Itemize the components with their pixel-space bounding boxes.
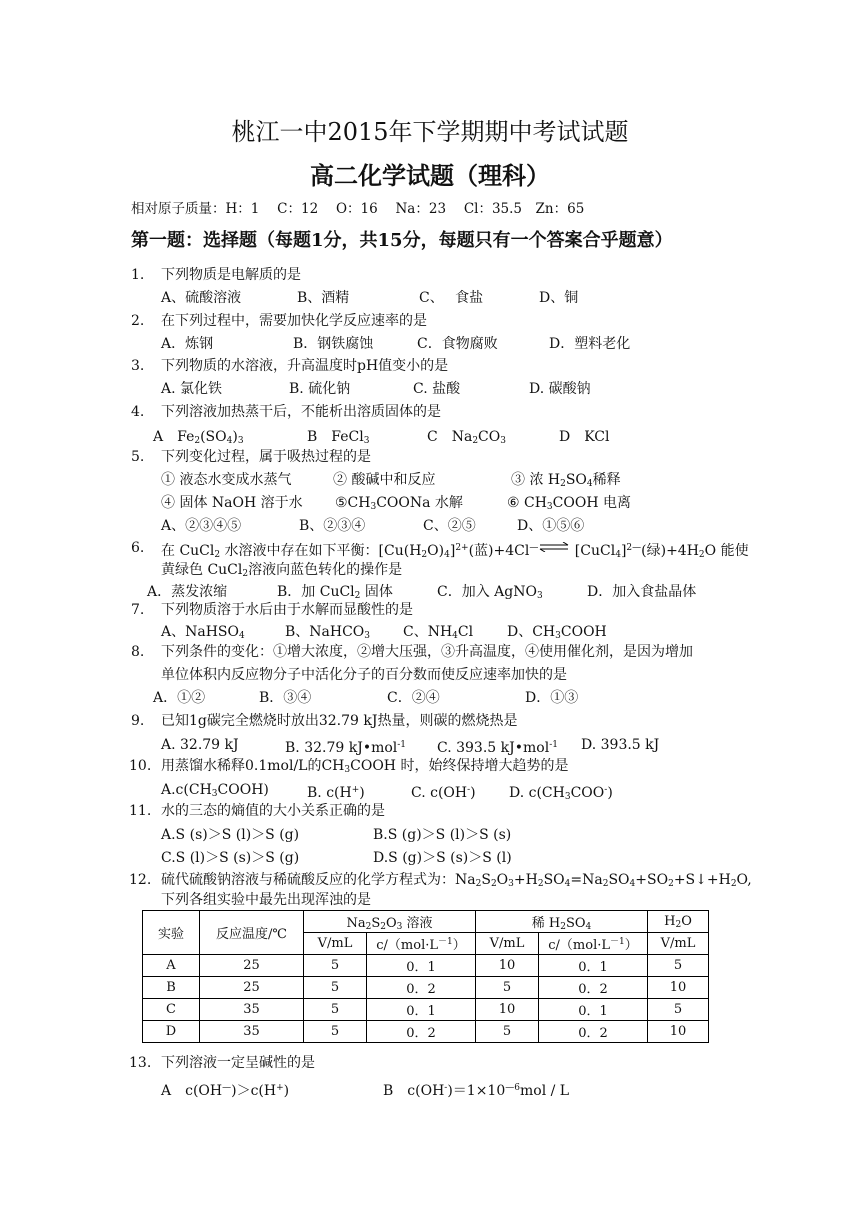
option-c: C、$NH_4Cl$	[403, 624, 474, 641]
question-stem-line2: 单位体积内反应物分子中活化分子的百分数而使反应速率加快的是	[161, 667, 567, 683]
option-c: C．加入 AgNO$_3$	[437, 584, 543, 601]
question-number: 6.	[131, 540, 145, 556]
option-c: C．②④	[387, 690, 440, 706]
table-cell: 0．1	[539, 955, 648, 977]
question-stem: 下列溶液加热蒸干后，不能析出溶质固体的是	[161, 404, 441, 420]
header-concentration: $c/(mol\cdot L^{-1})$	[367, 933, 476, 955]
option-d: D．加入食盐晶体	[587, 584, 697, 600]
option-c: C.S (l)＞S (s)＞S (g)	[161, 850, 300, 866]
table-cell: C	[143, 999, 200, 1021]
section-heading: 第一题：选择题（每题1分，共15分，每题只有一个答案合乎题意）	[131, 230, 673, 251]
item-5: $⑤CH_3COONa$ 水解	[335, 495, 463, 512]
table-cell: 5	[304, 999, 367, 1021]
question-stem: 在下列过程中，需要加快化学反应速率的是	[161, 313, 427, 329]
table-cell: 0．2	[367, 977, 476, 999]
question-number: 13.	[129, 1055, 152, 1071]
question-stem: 下列物质的水溶液，升高温度时pH值变小的是	[161, 358, 449, 374]
table-row	[143, 977, 709, 999]
table-cell: 10	[476, 999, 539, 1021]
question-stem-line2: 下列各组实验中最先出现浑浊的是	[161, 892, 371, 908]
question-stem: 下列条件的变化：①增大浓度，②增大压强，③升高温度，④使用催化剂，是因为增加	[161, 644, 693, 660]
option-d: D．塑料老化	[549, 336, 631, 352]
header-volume: V/mL	[476, 933, 539, 955]
option-d: D. 393.5 kJ	[581, 737, 660, 753]
option-b: B. c(H+)	[307, 785, 365, 801]
option-d: D. 碳酸钠	[529, 381, 591, 397]
question-stem: 下列变化过程，属于吸热过程的是	[161, 449, 371, 465]
option-a: A、NaHSO$_4$	[161, 624, 245, 641]
table-cell: 25	[200, 955, 304, 977]
option-a: A. 32.79 kJ	[161, 737, 239, 753]
table-cell: 5	[648, 999, 709, 1021]
option-d: D KCl	[559, 429, 610, 445]
option-d: D、①⑤⑥	[517, 518, 585, 534]
table-cell: D	[143, 1021, 200, 1043]
question-number: 3.	[131, 358, 145, 374]
option-b: B $c(OH^-)=1\times 10^{—6}mol / L$	[383, 1083, 570, 1099]
header-temperature: 反应温度/℃	[200, 911, 304, 955]
experiment-table	[142, 910, 709, 1043]
table-cell: 0．2	[367, 1021, 476, 1043]
table-cell: B	[143, 977, 200, 999]
question-stem: 已知1g碳完全燃烧时放出32.79 kJ热量，则碳的燃烧热是	[161, 713, 518, 729]
header-na2s2o3: $Na_2S_2O_3$ 溶液	[304, 911, 476, 933]
option-d: D. $c(CH_3COO^-)$	[509, 785, 613, 802]
question-number: 11.	[129, 803, 152, 819]
header-experiment: 实验	[143, 911, 200, 955]
table-cell: 5	[304, 955, 367, 977]
exam-subtitle: 高二化学试题（理科）	[310, 161, 550, 190]
item-3: ③ 浓 $H_2SO_4$稀释	[511, 472, 621, 489]
table-cell: 5	[648, 955, 709, 977]
option-a: A $Fe_2(SO_4)_3$	[153, 429, 244, 446]
option-b: B、②③④	[299, 518, 366, 534]
question-number: 2.	[131, 313, 145, 329]
item-6: ⑥ $CH_3COOH$ 电离	[507, 495, 631, 512]
option-c: C. 393.5 kJ•mol$^{-1}$	[437, 740, 558, 756]
option-d: D．①③	[525, 690, 579, 706]
option-c: C. c(OH-)	[411, 785, 476, 801]
option-c: C．食物腐败	[417, 336, 498, 352]
table-cell: 35	[200, 1021, 304, 1043]
table-cell: 0．2	[539, 977, 648, 999]
option-d: D、铜	[539, 290, 579, 306]
header-volume: V/mL	[648, 933, 709, 955]
exam-title: 桃江一中2015年下学期期中考试试题	[231, 118, 629, 146]
atomic-masses: 相对原子质量：H：1 C：12 O：16 Na：23 Cl：35.5 Zn：65	[131, 201, 585, 217]
header-h2o: $H_2O$	[648, 911, 709, 933]
option-b: B. 硫化钠	[289, 381, 351, 397]
option-c: C、 食盐	[419, 290, 484, 306]
header-h2so4: 稀 $H_2SO_4$	[476, 911, 648, 933]
question-stem: 硫代硫酸钠溶液与稀硫酸反应的化学方程式为：$Na_2S_2O_3+H_2SO_4=Na_2SO_4+SO_2+S↓+H_2O$,	[161, 872, 752, 889]
table-cell: 10	[476, 955, 539, 977]
table-cell: 10	[648, 977, 709, 999]
table-cell: 10	[648, 1021, 709, 1043]
option-b: B．③④	[259, 690, 312, 706]
table-row	[143, 955, 709, 977]
option-b: B、NaHCO$_3$	[285, 624, 371, 641]
question-stem: 水的三态的熵值的大小关系正确的是	[161, 803, 385, 819]
option-c: C $Na_2CO_3$	[427, 429, 506, 446]
option-a: A．①②	[153, 690, 206, 706]
question-stem: 在 CuCl$_2$ 水溶液中存在如下平衡：$[Cu(H_2O)_4]^{2+}$(蓝)+4Cl— [CuCl$_4$]$^{2—}$(绿)$+4H_2O$ 能使	[161, 543, 749, 560]
table-cell: 5	[476, 977, 539, 999]
question-number: 9.	[131, 713, 145, 729]
question-number: 1.	[131, 267, 145, 283]
table-row	[143, 999, 709, 1021]
option-a: A.S (s)＞S (l)＞S (g)	[161, 827, 300, 843]
table-cell: 0．1	[539, 999, 648, 1021]
option-d: D.S (g)＞S (s)＞S (l)	[373, 850, 512, 866]
question-number: 4.	[131, 404, 145, 420]
table-cell: 5	[304, 1021, 367, 1043]
table-cell: 0．2	[539, 1021, 648, 1043]
item-1: ① 液态水变成水蒸气	[161, 472, 292, 488]
option-a: A、②③④⑤	[161, 518, 242, 534]
option-d: D、$CH_3COOH$	[507, 624, 607, 641]
option-b: B、酒精	[297, 290, 350, 306]
question-number: 8.	[131, 644, 145, 660]
option-b: B.S (g)＞S (l)＞S (s)	[373, 827, 512, 843]
option-b: B．加 CuCl$_2$ 固体	[277, 584, 393, 601]
table-cell: 5	[476, 1021, 539, 1043]
option-b: B. 32.79 kJ•mol$^{-1}$	[285, 740, 407, 756]
question-stem: 下列物质溶于水后由于水解而显酸性的是	[161, 602, 413, 618]
option-a: A、硫酸溶液	[161, 290, 242, 306]
table-cell: 0．1	[367, 999, 476, 1021]
question-number: 12.	[129, 872, 152, 888]
equilibrium-arrow-icon	[538, 542, 570, 552]
table-cell: 0．1	[367, 955, 476, 977]
option-c: C、②⑤	[423, 518, 476, 534]
question-stem: 下列溶液一定呈碱性的是	[161, 1055, 315, 1071]
item-4: ④ 固体 NaOH 溶于水	[161, 495, 303, 511]
question-stem: 下列物质是电解质的是	[161, 267, 301, 283]
option-b: B FeCl$_3$	[307, 429, 370, 446]
table-cell: 5	[304, 977, 367, 999]
option-a: A．炼钢	[161, 336, 214, 352]
table-cell: A	[143, 955, 200, 977]
table-cell: 25	[200, 977, 304, 999]
header-volume: V/mL	[304, 933, 367, 955]
option-a: A. 氯化铁	[161, 381, 223, 397]
question-stem-line2: 黄绿色 CuCl$_2$溶液向蓝色转化的操作是	[161, 562, 403, 579]
option-b: B．钢铁腐蚀	[293, 336, 374, 352]
option-c: C. 盐酸	[413, 381, 461, 397]
question-stem: 用蒸馏水稀释0.1mol/L的$CH_3COOH$ 时，始终保持增大趋势的是	[161, 758, 569, 775]
header-concentration: $c/(mol\cdot L^{-1})$	[539, 933, 648, 955]
option-a: A．蒸发浓缩	[147, 584, 228, 600]
item-2: ② 酸碱中和反应	[333, 472, 436, 488]
option-a: A c(OH—)＞c(H+)	[161, 1083, 290, 1099]
table-cell: 35	[200, 999, 304, 1021]
option-a: $A.c(CH_3COOH)$	[161, 782, 269, 799]
question-number: 5.	[131, 449, 145, 465]
table-row	[143, 1021, 709, 1043]
question-number: 10.	[129, 758, 152, 774]
question-number: 7.	[131, 602, 145, 618]
